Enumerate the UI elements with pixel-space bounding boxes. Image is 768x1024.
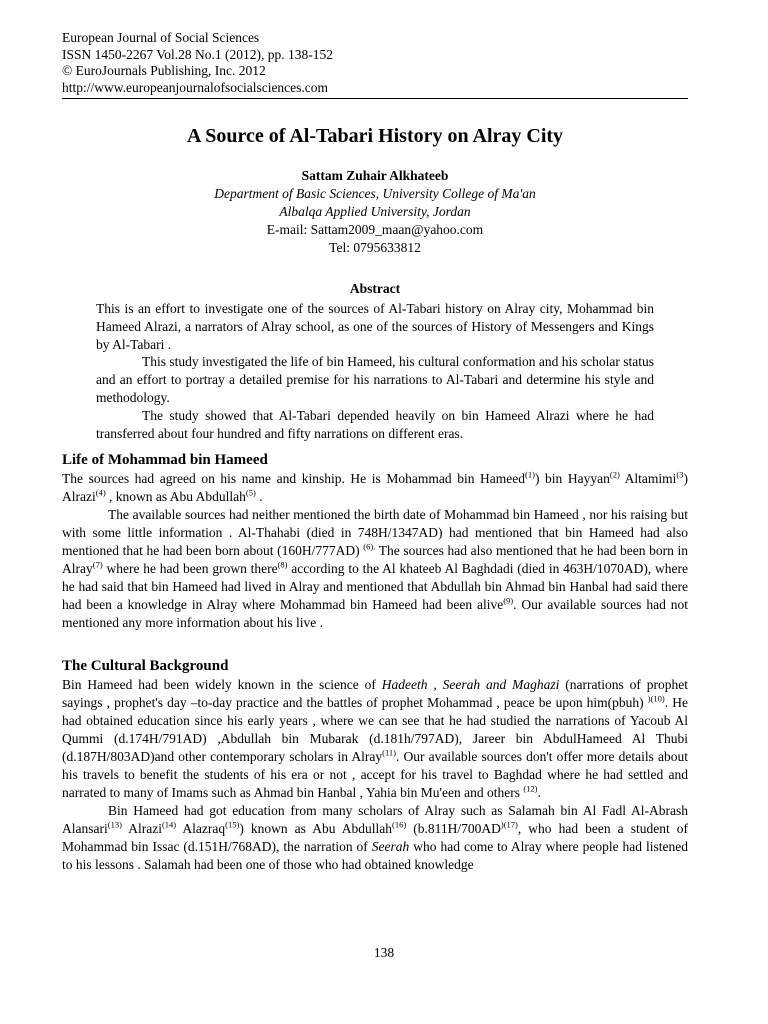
footnote-ref: )(10) xyxy=(647,693,665,704)
paper-page xyxy=(62,30,688,874)
text-run: (b.811H/700AD xyxy=(406,821,501,837)
text-run: . He had obtained education since his early years , where we can see that he had studied the narrations of Yacoub Al Qummi (d.174H/791AD) ,Abdullah bin Mubarak (d.181h/797AD), Jareer bin AbdulHameed Al Thubi (d.187H/803AD)and other contemporary scholars in Alray xyxy=(62,695,688,765)
text-run: . xyxy=(255,489,263,505)
section-heading-cultural: The Cultural Background xyxy=(62,658,229,675)
body-paragraph xyxy=(62,676,688,802)
text-run: ) known as Abu Abdullah xyxy=(239,821,393,837)
text-run: who had come to Alray where people had listened to his lessons . Salamah had been one of those who had obtained knowledge xyxy=(62,839,688,873)
italic-term: Seerah xyxy=(371,839,410,855)
section-body-life xyxy=(62,470,688,632)
text-run: . xyxy=(537,785,541,801)
footnote-ref: (9) xyxy=(503,595,514,606)
abstract-paragraph: The study showed that Al-Tabari depended heavily on bin Hameed Alrazi where he had transferred about four hundred and fifty narrations on different eras. xyxy=(96,407,654,441)
body-paragraph xyxy=(62,470,688,506)
text-run: , who had been a student of Mohammad bin Issac (d.151H/768AD), the narration of xyxy=(62,821,688,855)
text-run: Altamimi xyxy=(619,471,677,487)
footnote-ref: )(17) xyxy=(500,819,518,830)
section-heading-life: Life of Mohammad bin Hameed xyxy=(62,452,268,469)
paper-title: A Source of Al-Tabari History on Alray City xyxy=(186,125,564,147)
author-email: E-mail: Sattam2009_maan@yahoo.com xyxy=(266,222,484,237)
footnote-ref: (5) xyxy=(245,487,256,498)
footnote-ref: (15) xyxy=(225,819,240,830)
text-run: The sources had agreed on his name and kinship. He is Mohammad bin Hameed xyxy=(62,471,526,487)
section-body-cultural xyxy=(62,676,688,874)
text-run: Bin Hameed had got education from many scholars of Alray such as Salamah bin Al Fadl Al-Abrash Alansari xyxy=(62,803,688,837)
text-run: , known as Abu Abdullah xyxy=(105,489,246,505)
abstract-heading: Abstract xyxy=(349,281,401,296)
text-run: ) Alrazi xyxy=(62,471,689,505)
author-university: Albalqa Applied University, Jordan xyxy=(279,204,471,219)
footnote-ref: (3 xyxy=(676,469,684,480)
footnote-ref: (12) xyxy=(523,783,538,794)
text-run: Bin Hameed had been widely known in the science of xyxy=(62,677,382,693)
footnote-ref: (8) xyxy=(277,559,288,570)
text-run: The sources had also mentioned that he had been born in Alray xyxy=(62,543,688,577)
text-run: (narrations of prophet sayings , prophet's day –to-day practice and the battles of prophet Mohammad , peace be upon him(pbuh) xyxy=(62,677,688,711)
abstract-body xyxy=(96,300,654,442)
footnote-ref: (6). xyxy=(363,541,376,552)
footnote-ref: (13) xyxy=(107,819,122,830)
author-name: Sattam Zuhair Alkhateeb xyxy=(301,168,449,183)
footnote-ref: (2) xyxy=(609,469,620,480)
footnote-ref: (14) xyxy=(161,819,177,830)
body-paragraph xyxy=(62,506,688,632)
journal-issn: ISSN 1450-2267 Vol.28 No.1 (2012), pp. 138-152 xyxy=(62,46,334,62)
body-paragraph xyxy=(62,802,688,874)
abstract-paragraph: This study investigated the life of bin Hameed, his cultural conformation and his scholar status and an effort to portray a detailed premise for his narrations to Al-Tabari and determine his style and methodology. xyxy=(96,354,654,405)
journal-name: European Journal of Social Sciences xyxy=(62,30,260,45)
footnote-ref: (16) xyxy=(392,819,407,830)
footnote-ref: (1) xyxy=(525,469,535,480)
text-run: . Our available sources don't offer more details about his travels to benefit the students of his era or not , accept for his travel to Baghdad where he had settled and narrated to many of Imams such as Ahmad bin Hanbal , Yahia bin Mu'een and others xyxy=(62,749,688,801)
journal-copyright: © EuroJournals Publishing, Inc. 2012 xyxy=(62,63,266,78)
text-run: The available sources had neither mentioned the birth date of Mohammad bin Hameed , nor his raising but with some little information . Al-Thahabi (died in 748H/1347AD) had mentioned that bin Hameed had also mentioned that he had been born about (160H/777AD) xyxy=(62,507,688,559)
text-run: where he had been grown there xyxy=(102,561,278,577)
header-divider xyxy=(62,98,688,99)
page-number: 138 xyxy=(373,945,395,960)
footnote-ref: (11) xyxy=(382,747,397,758)
text-run: Alrazi xyxy=(121,821,162,837)
journal-url: http://www.europeanjournalofsocialsciences.com xyxy=(62,79,329,95)
author-tel: Tel: 0795633812 xyxy=(329,240,421,255)
journal-header xyxy=(62,30,688,96)
text-run: . Our available sources had not mentioned any more information about his live . xyxy=(62,597,688,631)
text-run: according to the Al khateeb Al Baghdadi (died in 463H/1070AD), where he had said that bin Hameed had lived in Alray and mentioned that Abdullah bin Ahmad bin Hanbal had said there had been a knowledge in Alray where Mohammad bin Hameed had been alive xyxy=(62,561,688,613)
footnote-ref: (7) xyxy=(92,559,103,570)
abstract-paragraph: This is an effort to investigate one of the sources of Al-Tabari history on Alray city, Mohammad bin Hameed Alrazi, a narrators of Alray school, as one of the sources of History of Messengers and Kings by Al-Tabari . xyxy=(96,301,654,352)
footnote-ref: (4) xyxy=(95,487,106,498)
text-run: Alazraq xyxy=(176,821,226,837)
author-department: Department of Basic Sciences, University College of Ma'an xyxy=(214,186,536,201)
author-block xyxy=(62,167,688,257)
text-run: ) bin Hayyan xyxy=(534,471,610,487)
italic-term: Hadeeth , Seerah and Maghazi xyxy=(381,677,560,693)
